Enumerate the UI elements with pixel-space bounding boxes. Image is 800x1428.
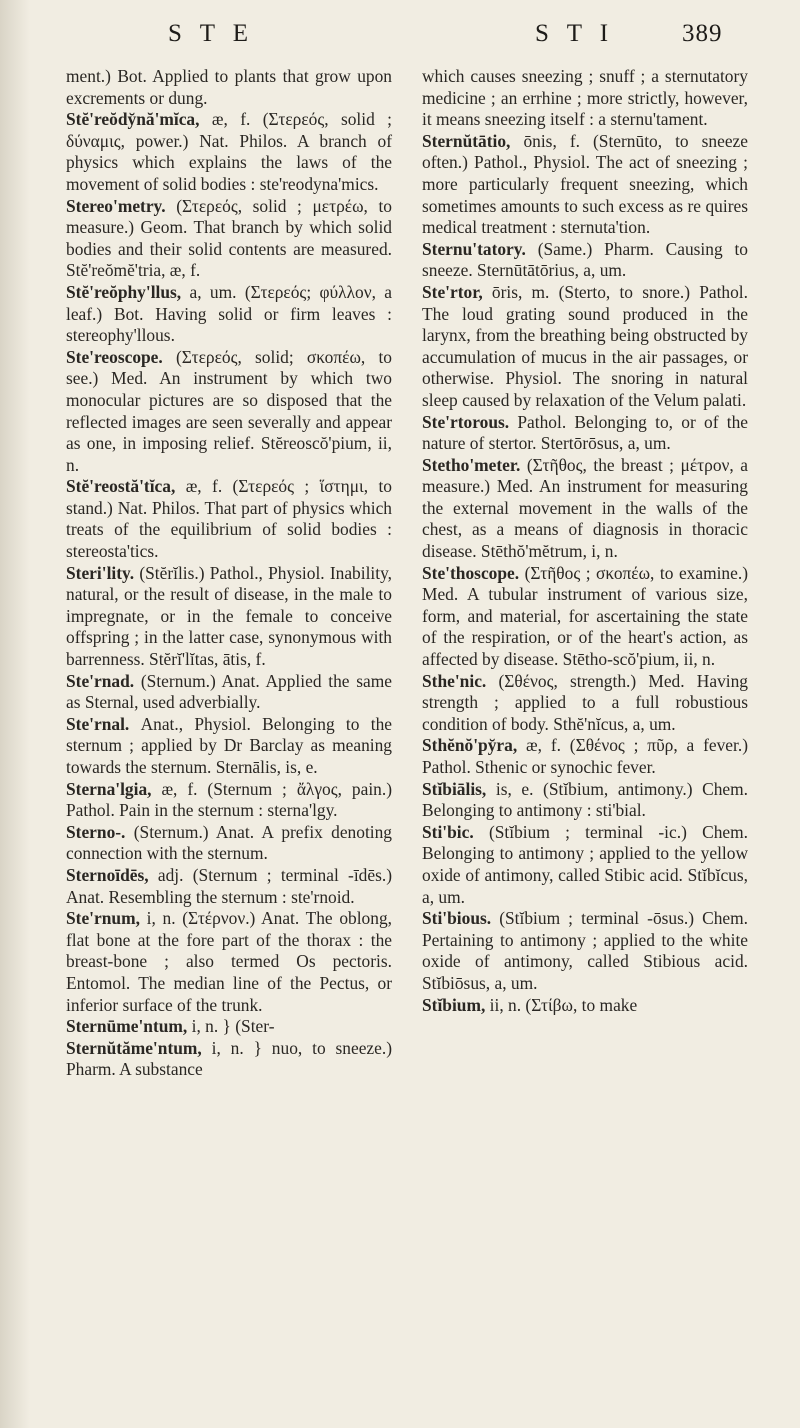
entry-definition: æ, f. (Sternum ; ἄλγος, pain.) Pathol. Pain in the sternum : sterna'lgy. xyxy=(66,778,392,821)
entry-definition: (Sternum.) Anat. A prefix denoting connection with the sternum. xyxy=(66,821,392,864)
entry-definition: (Same.) Pharm. Causing to sneeze. Sternūtātōrius, a, um. xyxy=(422,238,748,281)
entry-definition: Pathol. Belonging to, or of the nature of stertor. Stertōrōsus, a, um. xyxy=(422,411,748,454)
entry-definition: ōris, m. (Sterto, to snore.) Pathol. The loud grating sound produced in the larynx, from the breathing being obstructed by accumulation of mucus in the air passages, or otherwise. Physiol. The snoring in natural sleep caused by relaxation of the Velum palati. xyxy=(422,281,748,410)
entry-headword: Ste'rtorous. xyxy=(422,411,510,432)
entry-headword: Ste'reoscope. xyxy=(66,346,163,367)
dictionary-entry xyxy=(66,1038,392,1081)
entry-headword: Steri'lity. xyxy=(66,562,135,583)
right-column xyxy=(422,66,748,1016)
entry-headword: Sthe'nic. xyxy=(422,670,487,691)
entry-headword: Sternu'tatory. xyxy=(422,238,526,259)
entry-headword: Sternŭtātio, xyxy=(422,130,511,151)
entry-headword: Stĭbium, xyxy=(422,994,486,1015)
entry-definition: (Στῆθος, the breast ; μέτρον, a measure.) Med. An instrument for measuring the external movement in the walls of the chest, as a means of diagnosis in thoracic disease. Stēthŏ'mĕtrum, i, n. xyxy=(422,454,748,562)
dictionary-entry xyxy=(66,865,392,908)
entry-definition: i, n. } nuo, to sneeze.) Pharm. A substance xyxy=(66,1037,392,1080)
entry-headword: Stĭbiālis, xyxy=(422,778,487,799)
left-column xyxy=(66,66,392,1081)
dictionary-entry xyxy=(422,995,748,1017)
entry-headword: Sternoīdēs, xyxy=(66,864,149,885)
entry-headword: Sti'bic. xyxy=(422,821,474,842)
entry-definition: (Sternum.) Anat. Applied the same as Sternal, used adverbially. xyxy=(66,670,392,713)
dictionary-entry xyxy=(66,109,392,195)
dictionary-entry xyxy=(422,563,748,671)
entry-definition: (Stĕrĭlis.) Pathol., Physiol. Inability, natural, or the result of disease, in the male to impregnate, or in the female to conceive offspring ; in the latter case, synonymous with barrenness. Stĕrĭ'lĭtas, ātis, f. xyxy=(66,562,392,670)
entry-headword: Stĕ'reŏdy̆nă'mĭca, xyxy=(66,109,200,130)
entry-headword: Sti'bious. xyxy=(422,908,492,929)
entry-headword: Sthĕnŏ'py̆ra, xyxy=(422,735,518,756)
dictionary-entry xyxy=(422,282,748,412)
entry-definition: i, n. } (Ster- xyxy=(191,1016,275,1037)
entry-headword: Ste'rnal. xyxy=(66,713,130,734)
page-number: 389 xyxy=(682,20,723,47)
entry-definition: ōnis, f. (Sternūto, to sneeze often.) Pathol., Physiol. The act of sneezing ; more particularly frequent sneezing, which sometimes amounts to such excess as re quires medical treatment : sternuta'tion. xyxy=(422,130,748,238)
entry-definition: (Σθένος, strength.) Med. Having strength ; applied to a full robustious condition of body. Sthĕ'nĭcus, a, um. xyxy=(422,670,748,734)
dictionary-entry xyxy=(422,735,748,778)
dictionary-entry xyxy=(66,282,392,347)
entry-definition: Anat., Physiol. Belonging to the sternum ; applied by Dr Barclay as meaning towards the sternum. Sternālis, is, e. xyxy=(66,713,392,777)
entry-definition: æ, f. (Σθένος ; πῦρ, a fever.) Pathol. Sthenic or synochic fever. xyxy=(422,735,748,777)
entry-headword: Stĕ'reŏphy'llus, xyxy=(66,281,182,302)
entry-definition: ii, n. (Στίβω, to make xyxy=(489,994,638,1015)
dictionary-entry xyxy=(66,908,392,1016)
dictionary-entry xyxy=(66,671,392,714)
entry-definition: æ, f. (Στερεός, solid ; δύναμις, power.) Nat. Philos. A branch of physics which explains the laws of the movement of solid bodies : ste'reodyna'mics. xyxy=(66,109,392,194)
dictionary-entry xyxy=(66,563,392,671)
entry-definition: a, um. (Στερεός; φύλλον, a leaf.) Bot. Having solid or firm leaves : stereophy'llous. xyxy=(66,281,392,346)
entry-definition: æ, f. (Στερεός ; ἵστημι, to stand.) Nat. Philos. That part of physics which treats of the equilibrium of solid bodies : stereosta'tics. xyxy=(66,476,392,562)
entry-definition: is, e. (Stĭbium, antimony.) Chem. Belonging to antimony : sti'bial. xyxy=(422,778,748,821)
entry-definition: (Στῆθος ; σκοπέω, to examine.) Med. A tubular instrument of various size, form, and material, for ascertaining the state of the respiration, or of the heart's action, as affected by disease. Stētho-scŏ'pium, ii, n. xyxy=(422,562,748,670)
entry-headword: Stetho'meter. xyxy=(422,454,521,475)
entry-definition: ment.) Bot. Applied to plants that grow upon excrements or dung. xyxy=(66,66,392,108)
dictionary-entry xyxy=(66,714,392,779)
dictionary-entry xyxy=(66,66,392,109)
header-right-guide: S T I xyxy=(535,20,615,47)
dictionary-entry xyxy=(422,671,748,736)
dictionary-entry xyxy=(422,412,748,455)
dictionary-entry xyxy=(422,908,748,994)
header-left-guide: S T E xyxy=(168,20,255,47)
running-header xyxy=(0,14,800,54)
entry-definition: which causes sneezing ; snuff ; a sternutatory medicine ; an errhine ; more strictly, however, it means sneezing itself : a sternu'tament. xyxy=(422,66,748,130)
entry-definition: (Στερεός, solid; σκοπέω, to see.) Med. An instrument by which two monocular pictures are so disposed that the reflected images are seen severally and appear as one, in imposing relief. Stĕreoscŏ'pium, ii, n. xyxy=(66,346,392,475)
dictionary-entry xyxy=(422,822,748,908)
entry-definition: i, n. (Στέρνον.) Anat. The oblong, flat bone at the fore part of the thorax : the breast-bone ; also termed Os pectoris. Entomol. The median line of the Pectus, or inferior surface of the trunk. xyxy=(66,908,392,1015)
dictionary-entry xyxy=(422,66,748,131)
dictionary-entry xyxy=(422,455,748,563)
entry-headword: Sternūme'ntum, xyxy=(66,1016,188,1037)
entry-headword: Stĕ'reostă'tĭca, xyxy=(66,476,176,497)
dictionary-entry xyxy=(422,131,748,239)
entry-headword: Ste'rtor, xyxy=(422,281,483,302)
dictionary-entry xyxy=(66,347,392,477)
dictionary-entry xyxy=(422,239,748,282)
entry-headword: Ste'rnum, xyxy=(66,908,140,929)
entry-headword: Ste'thoscope. xyxy=(422,562,520,583)
entry-headword: Sternŭtăme'ntum, xyxy=(66,1037,202,1058)
entry-headword: Stereo'metry. xyxy=(66,195,166,216)
entry-headword: Ste'rnad. xyxy=(66,670,135,691)
dictionary-entry xyxy=(66,822,392,865)
entry-definition: adj. (Sternum ; terminal -īdēs.) Anat. Resembling the sternum : ste'rnoid. xyxy=(66,864,392,907)
entry-headword: Sterno-. xyxy=(66,821,126,842)
entry-definition: (Stĭbium ; terminal -ōsus.) Chem. Pertaining to antimony ; applied to the white oxide of antimony, called Stibious acid. Stĭbiōsus, a, um. xyxy=(422,908,748,993)
dictionary-entry xyxy=(66,779,392,822)
dictionary-entry xyxy=(66,196,392,282)
dictionary-entry xyxy=(66,1016,392,1038)
entry-definition: (Στερεός, solid ; μετρέω, to measure.) Geom. That branch by which solid bodies and their solid contents are measured. Stĕ'reŏmĕ'tria, æ, f. xyxy=(66,195,392,281)
entry-headword: Sterna'lgia, xyxy=(66,778,152,799)
entry-definition: (Stĭbium ; terminal -ic.) Chem. Belonging to antimony ; applied to the yellow oxide of antimony, called Stibic acid. Stĭbĭcus, a, um. xyxy=(422,821,748,907)
dictionary-entry xyxy=(66,476,392,562)
dictionary-entry xyxy=(422,779,748,822)
